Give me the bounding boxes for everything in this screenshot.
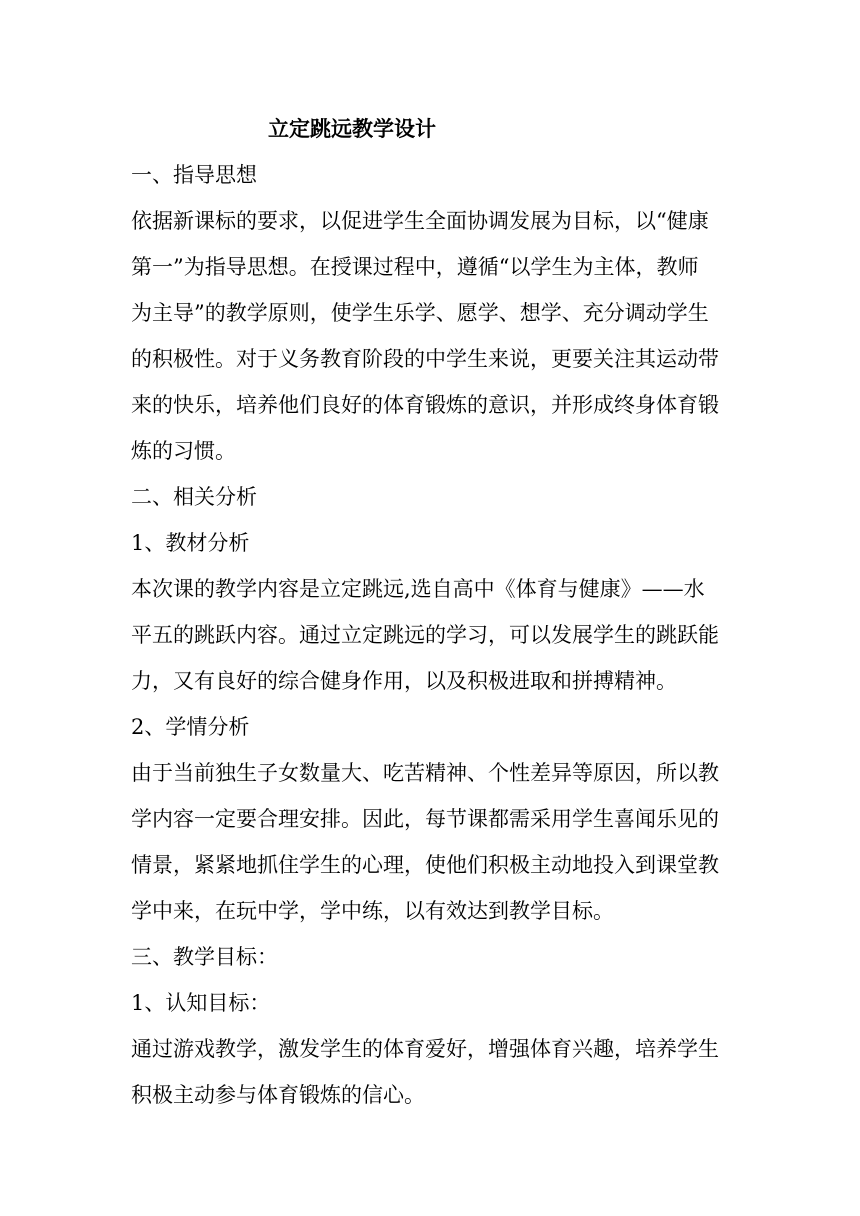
paragraph-line: 依据新课标的要求，以促进学生全面协调发展为目标，以“健康 xyxy=(131,209,709,233)
paragraph-line: 情景，紧紧地抓住学生的心理，使他们积极主动地投入到课堂教 xyxy=(131,853,719,877)
paragraph-line: 来的快乐，培养他们良好的体育锻炼的意识，并形成终身体育锻 xyxy=(131,393,719,417)
paragraph-line: 学中来，在玩中学，学中练，以有效达到教学目标。 xyxy=(131,899,614,923)
heading-teaching-goals: 三、教学目标： xyxy=(131,945,278,969)
subheading-textbook-analysis: 1、教材分析 xyxy=(131,531,250,555)
paragraph-line: 积极主动参与体育锻炼的信心。 xyxy=(131,1083,425,1107)
subheading-cognitive-goal: 1、认知目标： xyxy=(131,991,271,1015)
paragraph-line: 学内容一定要合理安排。因此，每节课都需采用学生喜闻乐见的 xyxy=(131,807,719,831)
heading-related-analysis: 二、相关分析 xyxy=(131,485,257,509)
paragraph-line: 平五的跳跃内容。通过立定跳远的学习，可以发展学生的跳跃能 xyxy=(131,623,719,647)
document-title: 立定跳远教学设计 xyxy=(268,116,436,141)
paragraph-line: 通过游戏教学，激发学生的体育爱好，增强体育兴趣，培养学生 xyxy=(131,1037,719,1061)
paragraph-line: 为主导”的教学原则，使学生乐学、愿学、想学、充分调动学生 xyxy=(131,301,709,325)
document-page xyxy=(131,106,741,1118)
paragraph-line: 炼的习惯。 xyxy=(131,439,236,463)
heading-guiding-ideology: 一、指导思想 xyxy=(131,163,257,187)
paragraph-line: 本次课的教学内容是立定跳远,选自高中《体育与健康》——水 xyxy=(131,577,705,601)
subheading-student-analysis: 2、学情分析 xyxy=(131,715,250,739)
paragraph-line: 的积极性。对于义务教育阶段的中学生来说，更要关注其运动带 xyxy=(131,347,719,371)
paragraph-line: 力，又有良好的综合健身作用，以及积极进取和拼搏精神。 xyxy=(131,669,677,693)
paragraph-line: 由于当前独生子女数量大、吃苦精神、个性差异等原因，所以教 xyxy=(131,761,719,785)
paragraph-line: 第一”为指导思想。在授课过程中，遵循“以学生为主体，教师 xyxy=(131,255,699,279)
